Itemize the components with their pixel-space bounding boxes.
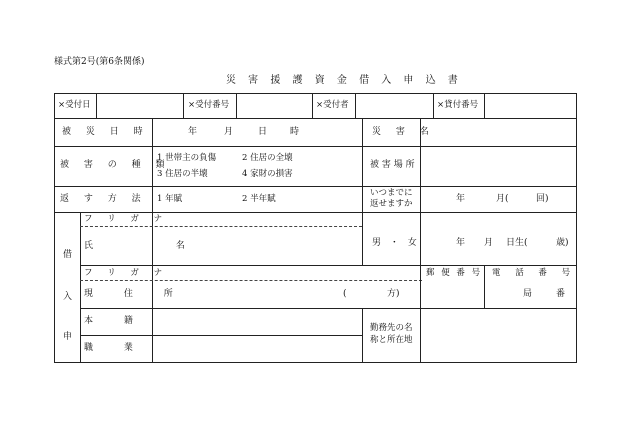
phone-exchange-label: 局: [523, 289, 533, 299]
name-furigana-label: フ リ ガ ナ: [84, 214, 169, 224]
gender-choice: 男 ・ 女: [372, 238, 420, 248]
damage-option-3: 3 住居の半壊: [157, 169, 208, 179]
applicant-side-label-2: 入: [63, 292, 73, 302]
name-label: 氏 名: [84, 241, 225, 251]
address-label: 現 住 所: [84, 289, 187, 299]
occupation-label: 職 業: [84, 343, 147, 353]
postal-code-label: 郵 便 番 号: [426, 268, 483, 278]
disaster-name-label: 災 害 名: [372, 127, 435, 137]
damage-place-label: 被 害 場 所: [370, 160, 415, 170]
repayment-times: 回): [536, 194, 549, 204]
phone-number-suffix: 番: [556, 289, 566, 299]
disaster-month: 月: [224, 127, 234, 137]
applicant-side-label-3: 申: [63, 332, 73, 342]
damage-option-1: 1 世帯主の負傷: [157, 153, 217, 163]
address-paren-close: 方): [387, 289, 400, 299]
birth-month: 月: [484, 238, 494, 248]
reception-date-label: ×受付日: [58, 100, 91, 110]
address-paren-open: (: [343, 289, 347, 299]
repayment-year: 年: [456, 194, 466, 204]
disaster-day: 日: [258, 127, 268, 137]
repayment-when-label-1: いつまでに: [370, 188, 413, 198]
repayment-when-label-2: 返せますか: [370, 199, 413, 209]
reception-person-label: ×受付者: [316, 100, 349, 110]
birth-day: 日生(: [506, 238, 528, 248]
birth-year: 年: [456, 238, 466, 248]
repayment-option-2: 2 半年賦: [242, 194, 276, 204]
repayment-option-1: 1 年賦: [157, 194, 183, 204]
disaster-year: 年: [188, 127, 198, 137]
repayment-method-label: 返 す 方 法: [60, 194, 147, 204]
disaster-hour: 時: [290, 127, 300, 137]
form-number: 様式第2号(第6条関係): [54, 57, 145, 67]
damage-option-4: 4 家財の損害: [242, 169, 293, 179]
address-furigana-label: フ リ ガ ナ: [84, 268, 169, 278]
reception-number-label: ×受付番号: [188, 100, 230, 110]
age-close: 歳): [556, 238, 569, 248]
domicile-label: 本 籍: [84, 316, 147, 326]
damage-option-2: 2 住居の全壊: [242, 153, 293, 163]
workplace-label-2: 称と所在地: [370, 335, 413, 345]
phone-number-label: 電 話 番 号: [492, 268, 577, 278]
repayment-month: 月(: [496, 194, 509, 204]
disaster-datetime-label: 被 災 日 時: [62, 127, 149, 137]
applicant-side-label-1: 借: [63, 250, 73, 260]
damage-type-label: 被 害 の 種 類: [60, 160, 171, 170]
loan-number-label: ×貸付番号: [437, 100, 479, 110]
workplace-label-1: 勤務先の名: [370, 323, 413, 333]
page-title: 災 害 援 護 資 金 借 入 申 込 書: [226, 75, 463, 86]
